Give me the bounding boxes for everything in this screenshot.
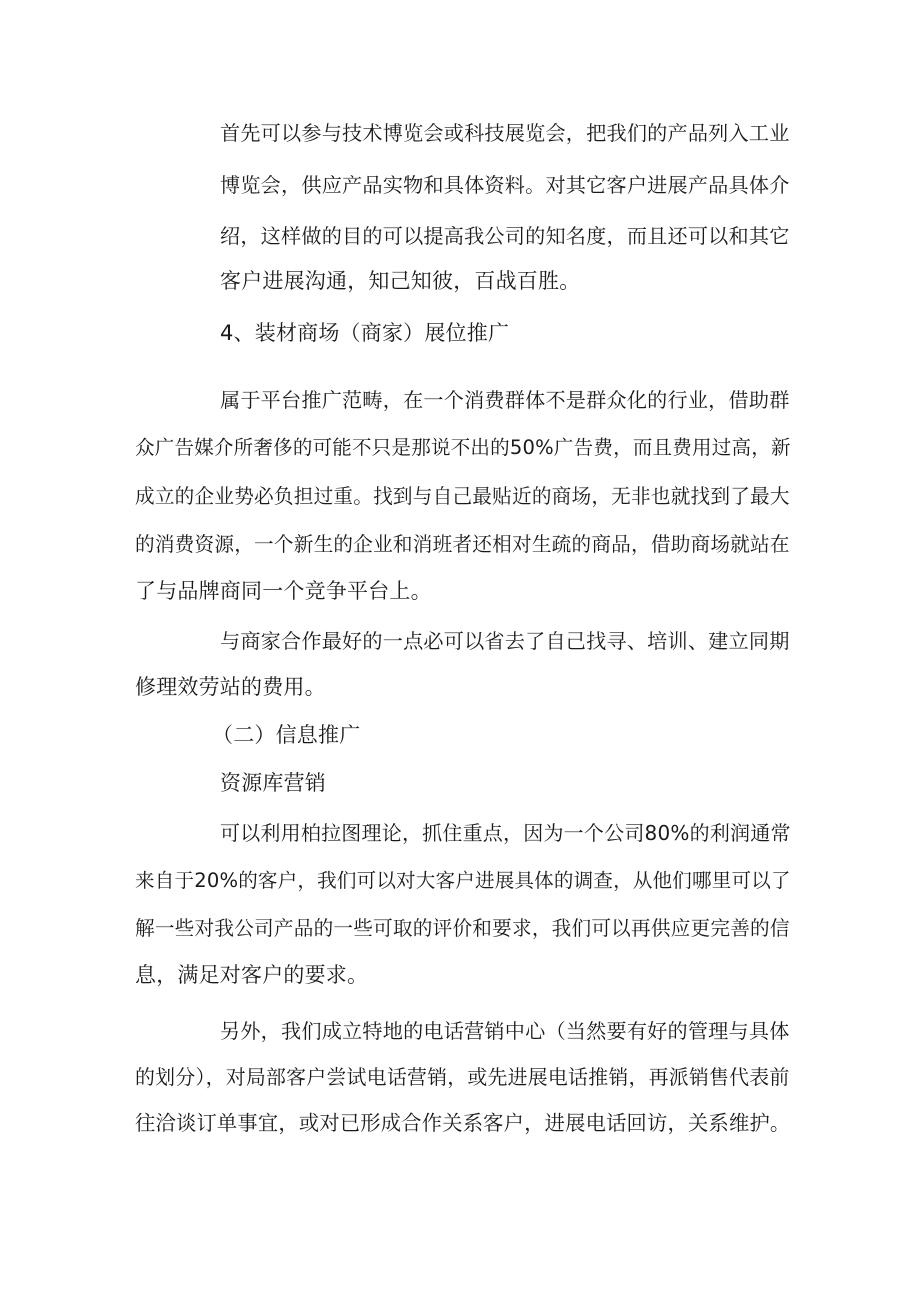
text-line: 的消费资源，一个新生的企业和消班者还相对生疏的商品，借助商场就站在 (135, 533, 790, 556)
text-line: 解一些对我公司产品的一些可取的评价和要求，我们可以再供应更完善的信 (135, 917, 790, 940)
text-line: 首先可以参与技术博览会或科技展览会，把我们的产品列入工业 (220, 121, 790, 145)
text-line: 了与品牌商同一个竞争平台上。 (135, 579, 432, 603)
text-line: 众广告媒介所奢侈的可能不只是那说不出的50%广告费，而且费用过高，新 (135, 436, 791, 459)
text-line: 博览会，供应产品实物和具体资料。对其它客户进展产品具体介 (220, 173, 790, 197)
subsection-heading-resource-db: 资源库营销 (220, 771, 326, 795)
text-line: 属于平台推广范畴，在一个消费群体不是群众化的行业，借助群 (220, 388, 790, 412)
text-line: 修理效劳站的费用。 (135, 675, 326, 699)
text-line: 的划分），对局部客户尝试电话营销，或先进展电话推销，再派销售代表前 (135, 1065, 790, 1089)
text-line: 来自于20%的客户，我们可以对大客户进展具体的调查，从他们哪里可以了 (135, 869, 791, 892)
text-line: 与商家合作最好的一点必可以省去了自己找寻、培训、建立同期 (220, 629, 790, 653)
text-line: 另外，我们成立特地的电话营销中心（当然要有好的管理与具体 (220, 1019, 790, 1043)
text-line: 息，满足对客户的要求。 (135, 963, 369, 987)
text-line: 客户进展沟通，知己知彼，百战百胜。 (220, 269, 581, 293)
text-line: 成立的企业势必负担过重。找到与自己最贴近的商场，无非也就找到了最大 (135, 485, 790, 508)
text-line: 可以利用柏拉图理论，抓住重点，因为一个公司80%的利润通常 (220, 821, 791, 845)
section-heading-info-promotion: （二）信息推广 (212, 723, 361, 747)
text-line: 往洽谈订单事宜，或对已形成合作关系客户，进展电话回访，关系维护。 (135, 1111, 791, 1135)
text-line: 绍，这样做的目的可以提高我公司的知名度，而且还可以和其它 (220, 224, 790, 248)
section-heading-4: 4、装材商场（商家）展位推广 (220, 321, 510, 345)
